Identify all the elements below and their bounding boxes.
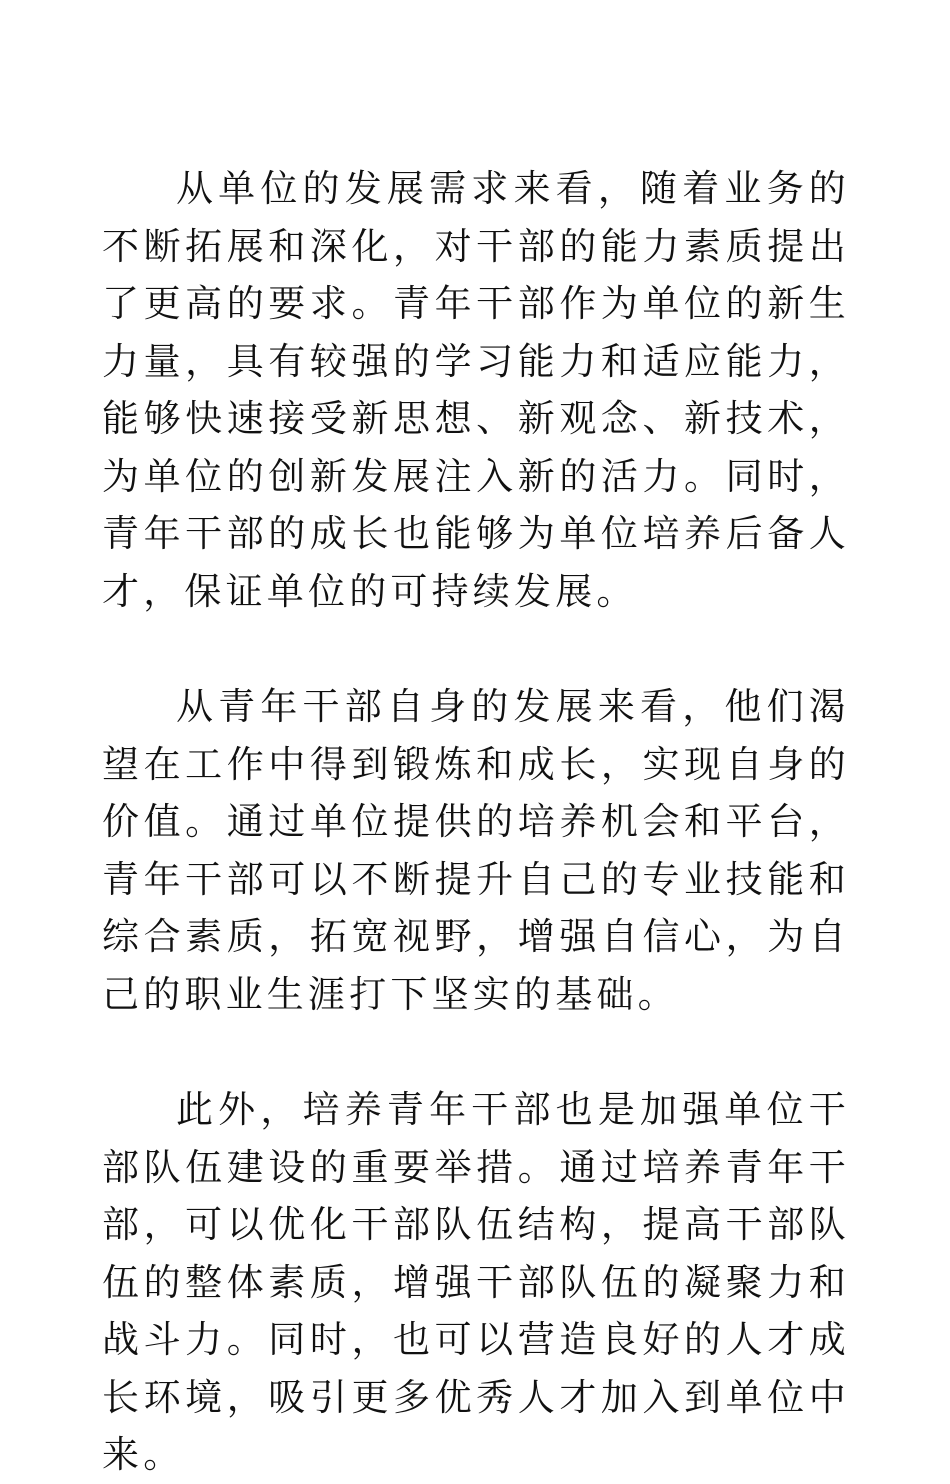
paragraph-spacer [102,620,850,678]
document-page [102,160,850,1484]
paragraph-self-development: 从青年干部自身的发展来看，他们渴望在工作中得到锻炼和成长，实现自身的价值。通过单位提供的培养机会和平台，青年干部可以不断提升自己的专业技能和综合素质，拓宽视野，增强自信心，为自己的职业生涯打下坚实的基础。 [102,685,850,1016]
paragraph-unit-development: 从单位的发展需求来看，随着业务的不断拓展和深化，对干部的能力素质提出了更高的要求。青年干部作为单位的新生力量，具有较强的学习能力和适应能力，能够快速接受新思想、新观念、新技术，为单位的创新发展注入新的活力。同时，青年干部的成长也能够为单位培养后备人才，保证单位的可持续发展。 [102,167,850,613]
paragraph-team-building: 此外，培养青年干部也是加强单位干部队伍建设的重要举措。通过培养青年干部，可以优化干部队伍结构，提高干部队伍的整体素质，增强干部队伍的凝聚力和战斗力。同时，也可以营造良好的人才成长环境，吸引更多优秀人才加入到单位中来。 [102,1088,850,1476]
paragraph-spacer [102,1023,850,1081]
